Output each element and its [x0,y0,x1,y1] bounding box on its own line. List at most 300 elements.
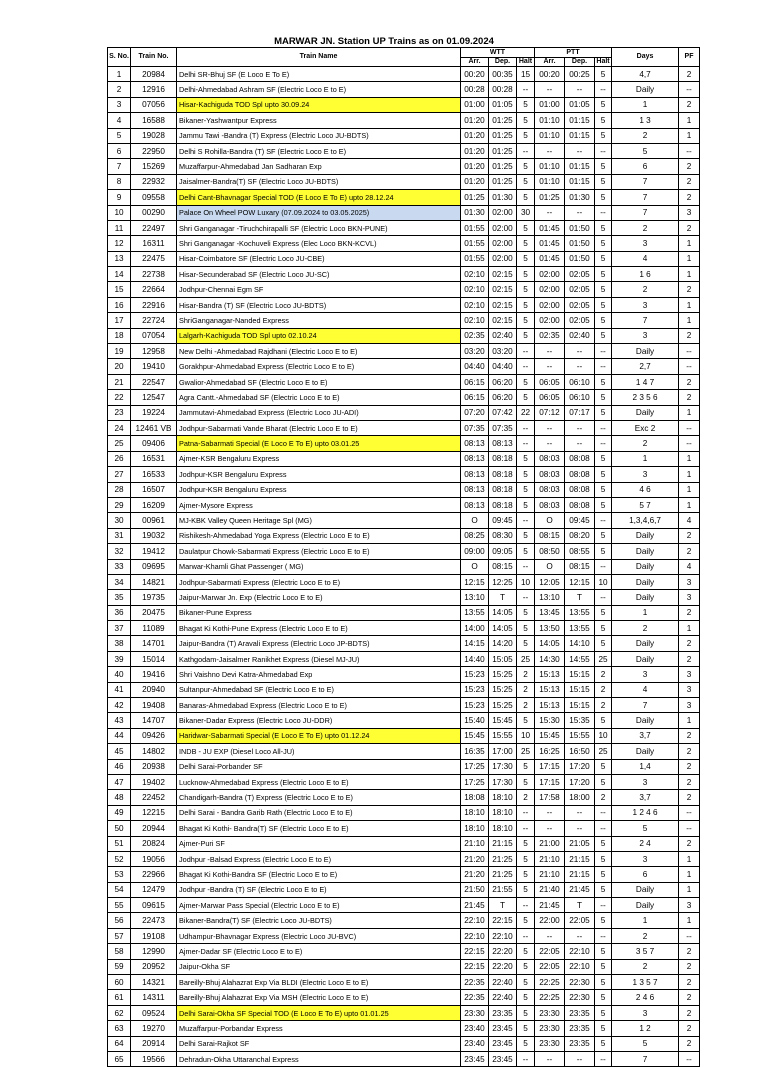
cell-train-no: 09615 [131,898,177,913]
table-row [108,821,700,836]
cell-wtt-dep: 22:15 [489,913,517,928]
table-row [108,836,700,851]
cell-ptt-halt: 2 [595,682,612,697]
cell-train-name: Ajmer-Puri SF [177,836,461,851]
cell-train-name: INDB - JU EXP (Diesel Loco All-JU) [177,744,461,759]
cell-ptt-dep: -- [565,928,595,943]
cell-train-no: 19056 [131,851,177,866]
cell-ptt-arr: 08:03 [535,451,565,466]
cell-wtt-arr: 06:15 [461,374,489,389]
cell-pf: 2 [679,605,700,620]
cell-wtt-dep: 18:10 [489,805,517,820]
cell-ptt-halt: 5 [595,959,612,974]
cell-wtt-dep: 02:15 [489,267,517,282]
cell-wtt-dep: 15:25 [489,698,517,713]
cell-pf: 3 [679,682,700,697]
cell-sno: 1 [108,67,131,82]
cell-wtt-halt: 30 [517,205,535,220]
cell-train-name: Lucknow-Ahmedabad Express (Electric Loco E to E) [177,774,461,789]
cell-ptt-arr: 01:45 [535,220,565,235]
cell-train-name: New Delhi -Ahmedabad Rajdhani (Electric Loco E to E) [177,344,461,359]
cell-train-no: 20475 [131,605,177,620]
cell-wtt-dep: 01:25 [489,143,517,158]
cell-ptt-halt: 5 [595,774,612,789]
cell-ptt-arr: 01:45 [535,251,565,266]
cell-sno: 22 [108,390,131,405]
cell-wtt-arr: 02:35 [461,328,489,343]
cell-train-no: 22473 [131,913,177,928]
table-row [108,67,700,82]
cell-wtt-halt: 25 [517,744,535,759]
cell-ptt-arr: 13:10 [535,590,565,605]
cell-pf: 1 [679,128,700,143]
cell-sno: 59 [108,959,131,974]
cell-wtt-dep: 08:18 [489,482,517,497]
cell-sno: 55 [108,898,131,913]
cell-wtt-arr: 01:00 [461,97,489,112]
cell-sno: 50 [108,821,131,836]
cell-train-no: 07056 [131,97,177,112]
cell-sno: 53 [108,867,131,882]
cell-ptt-dep: 18:00 [565,790,595,805]
cell-sno: 47 [108,774,131,789]
cell-wtt-arr: 07:20 [461,405,489,420]
cell-ptt-arr: 01:25 [535,190,565,205]
cell-train-no: 22497 [131,220,177,235]
train-timetable [107,47,700,1067]
cell-train-name: Jammutavi-Ahmedabad Express (Electric Loco JU-ADI) [177,405,461,420]
cell-days: 1 3 5 7 [612,975,679,990]
cell-sno: 38 [108,636,131,651]
cell-ptt-halt: 5 [595,990,612,1005]
cell-pf: 2 [679,636,700,651]
cell-wtt-dep: 23:45 [489,1036,517,1051]
cell-pf: 2 [679,390,700,405]
cell-train-no: 09695 [131,559,177,574]
timetable-body [108,67,700,1067]
cell-pf: 1 [679,405,700,420]
cell-days: Daily [612,82,679,97]
cell-wtt-arr: 18:08 [461,790,489,805]
cell-train-name: Lalgarh-Kachiguda TOD Spl upto 02.10.24 [177,328,461,343]
cell-train-name: Jodhpur -Bandra (T) SF (Electric Loco E to E) [177,882,461,897]
cell-wtt-dep: 22:20 [489,959,517,974]
cell-train-no: 20824 [131,836,177,851]
cell-wtt-dep: 15:45 [489,713,517,728]
table-row [108,174,700,189]
cell-ptt-arr: -- [535,420,565,435]
cell-wtt-arr: 01:55 [461,236,489,251]
cell-sno: 28 [108,482,131,497]
cell-pf: 1 [679,913,700,928]
cell-wtt-dep: 01:25 [489,159,517,174]
cell-wtt-arr: 02:10 [461,313,489,328]
cell-pf: 2 [679,1036,700,1051]
cell-ptt-arr: 14:30 [535,651,565,666]
cell-days: Daily [612,344,679,359]
cell-pf: -- [679,359,700,374]
cell-sno: 5 [108,128,131,143]
cell-ptt-arr: 02:00 [535,313,565,328]
cell-train-name: Shri Ganganagar -Tiruchchirapalli SF (Electric Loco BKN-PUNE) [177,220,461,235]
cell-wtt-arr: O [461,513,489,528]
cell-sno: 58 [108,944,131,959]
cell-sno: 4 [108,113,131,128]
cell-ptt-halt: -- [595,1052,612,1067]
table-row [108,713,700,728]
cell-ptt-halt: 5 [595,236,612,251]
cell-wtt-halt: -- [517,436,535,451]
cell-wtt-arr: 22:15 [461,959,489,974]
cell-ptt-halt: 5 [595,605,612,620]
cell-ptt-dep: 01:15 [565,159,595,174]
cell-days: 2 4 6 [612,990,679,1005]
cell-train-name: Shri Vaishno Devi Katra-Ahmedabad Exp [177,667,461,682]
cell-wtt-dep: 08:18 [489,467,517,482]
cell-wtt-dep: 15:55 [489,728,517,743]
cell-pf: -- [679,82,700,97]
cell-wtt-halt: 15 [517,67,535,82]
cell-ptt-dep: 09:45 [565,513,595,528]
cell-wtt-arr: 08:13 [461,436,489,451]
cell-days: 5 7 [612,497,679,512]
cell-ptt-halt: 5 [595,636,612,651]
cell-ptt-arr: -- [535,143,565,158]
cell-sno: 20 [108,359,131,374]
header-pf: PF [679,48,700,67]
table-row [108,605,700,620]
cell-sno: 44 [108,728,131,743]
cell-train-no: 14311 [131,990,177,1005]
cell-ptt-halt: 5 [595,759,612,774]
cell-train-name: Marwar-Khamli Ghat Passenger ( MG) [177,559,461,574]
cell-train-no: 12916 [131,82,177,97]
cell-sno: 61 [108,990,131,1005]
cell-pf: 2 [679,159,700,174]
table-row [108,959,700,974]
cell-wtt-dep: 14:20 [489,636,517,651]
cell-days: 4 6 [612,482,679,497]
cell-wtt-dep: 00:28 [489,82,517,97]
cell-wtt-halt: 5 [517,467,535,482]
cell-ptt-dep: 22:30 [565,990,595,1005]
table-row [108,297,700,312]
cell-days: 1 [612,605,679,620]
cell-sno: 27 [108,467,131,482]
cell-sno: 14 [108,267,131,282]
cell-train-name: Shri Ganganagar -Kochuveli Express (Elec Loco BKN-KCVL) [177,236,461,251]
cell-wtt-dep: 04:40 [489,359,517,374]
cell-train-no: 20984 [131,67,177,82]
cell-wtt-arr: 15:23 [461,667,489,682]
table-row [108,559,700,574]
cell-train-no: 16588 [131,113,177,128]
cell-train-name: Agra Cantt.-Ahmedabad SF (Electric Loco E to E) [177,390,461,405]
cell-wtt-dep: 12:25 [489,574,517,589]
cell-ptt-halt: -- [595,205,612,220]
cell-days: 4,7 [612,67,679,82]
cell-sno: 8 [108,174,131,189]
cell-wtt-halt: 5 [517,451,535,466]
cell-ptt-halt: 5 [595,113,612,128]
cell-ptt-arr: 07:12 [535,405,565,420]
cell-sno: 35 [108,590,131,605]
cell-ptt-dep: 23:35 [565,1036,595,1051]
cell-wtt-dep: 07:35 [489,420,517,435]
table-row [108,205,700,220]
cell-ptt-halt: -- [595,344,612,359]
cell-wtt-halt: 5 [517,113,535,128]
cell-train-no: 19270 [131,1021,177,1036]
cell-ptt-halt: 5 [595,882,612,897]
cell-train-name: Patna-Sabarmati Special (E Loco E To E) upto 03.01.25 [177,436,461,451]
cell-train-no: 22724 [131,313,177,328]
cell-ptt-halt: 5 [595,944,612,959]
cell-train-no: 22932 [131,174,177,189]
header-ptt-halt: Halt [596,58,610,65]
cell-sno: 30 [108,513,131,528]
cell-pf: 2 [679,220,700,235]
cell-wtt-arr: 18:10 [461,805,489,820]
cell-ptt-dep: -- [565,344,595,359]
cell-ptt-arr: 23:30 [535,1021,565,1036]
cell-wtt-halt: 5 [517,390,535,405]
cell-train-name: Delhi S Rohilla-Bandra (T) SF (Electric Loco E to E) [177,143,461,158]
cell-wtt-halt: 5 [517,482,535,497]
cell-days: 1,3,4,6,7 [612,513,679,528]
cell-train-name: Hisar-Secunderabad SF (Electric Loco JU-SC) [177,267,461,282]
cell-train-name: Bhagat Ki Kothi- Bandra(T) SF (Electric Loco E to E) [177,821,461,836]
cell-sno: 11 [108,220,131,235]
cell-ptt-halt: 5 [595,159,612,174]
cell-ptt-arr: -- [535,359,565,374]
cell-ptt-halt: -- [595,143,612,158]
cell-train-name: Delhi Cant-Bhavnagar Special TOD (E Loco E To E) upto 28.12.24 [177,190,461,205]
cell-wtt-halt: 5 [517,959,535,974]
cell-ptt-arr: 17:15 [535,774,565,789]
cell-pf: 2 [679,651,700,666]
cell-wtt-dep: 02:00 [489,220,517,235]
cell-ptt-dep: -- [565,143,595,158]
cell-wtt-arr: 02:10 [461,297,489,312]
table-row [108,436,700,451]
cell-pf: -- [679,928,700,943]
cell-sno: 15 [108,282,131,297]
cell-sno: 49 [108,805,131,820]
cell-ptt-dep: 02:05 [565,267,595,282]
cell-wtt-arr: 04:40 [461,359,489,374]
cell-wtt-arr: 22:35 [461,990,489,1005]
cell-train-name: Udhampur-Bhavnagar Express (Electric Loco JU-BVC) [177,928,461,943]
table-row [108,528,700,543]
cell-days: 3 [612,297,679,312]
cell-days: Daily [612,559,679,574]
cell-train-name: Ajmer-Mysore Express [177,497,461,512]
cell-wtt-halt: 5 [517,190,535,205]
cell-ptt-dep: 08:20 [565,528,595,543]
cell-wtt-arr: 13:55 [461,605,489,620]
cell-days: 3 [612,236,679,251]
cell-pf: 2 [679,774,700,789]
cell-ptt-arr: -- [535,205,565,220]
table-row [108,636,700,651]
cell-ptt-dep: -- [565,420,595,435]
cell-wtt-halt: 5 [517,621,535,636]
cell-wtt-halt: 5 [517,313,535,328]
cell-ptt-dep: 01:50 [565,236,595,251]
cell-ptt-dep: 15:15 [565,667,595,682]
cell-wtt-halt: 5 [517,282,535,297]
cell-ptt-dep: 21:15 [565,867,595,882]
cell-wtt-dep: 22:40 [489,990,517,1005]
cell-days: 2 [612,621,679,636]
cell-ptt-halt: 5 [595,975,612,990]
cell-wtt-dep: 02:15 [489,297,517,312]
table-row [108,805,700,820]
cell-train-name: Banaras-Ahmedabad Express (Electric Loco E to E) [177,698,461,713]
table-row [108,374,700,389]
cell-ptt-dep: 15:55 [565,728,595,743]
cell-wtt-arr: 01:55 [461,251,489,266]
cell-ptt-arr: 15:13 [535,667,565,682]
cell-ptt-dep: 02:40 [565,328,595,343]
cell-days: 6 [612,159,679,174]
cell-days: 3 [612,667,679,682]
cell-ptt-dep: 06:10 [565,374,595,389]
cell-wtt-arr: 02:10 [461,282,489,297]
cell-ptt-halt: 5 [595,1036,612,1051]
cell-days: Daily [612,574,679,589]
cell-train-name: Jodhpur-KSR Bengaluru Express [177,482,461,497]
cell-wtt-arr: 23:30 [461,1005,489,1020]
cell-train-no: 22916 [131,297,177,312]
table-row [108,82,700,97]
cell-wtt-dep: 23:45 [489,1021,517,1036]
cell-pf: 1 [679,113,700,128]
cell-ptt-dep: -- [565,1052,595,1067]
cell-wtt-arr: 09:00 [461,544,489,559]
cell-ptt-arr: -- [535,436,565,451]
cell-ptt-halt: 5 [595,328,612,343]
cell-sno: 31 [108,528,131,543]
cell-ptt-halt: -- [595,359,612,374]
cell-ptt-arr: 21:45 [535,898,565,913]
cell-pf: 2 [679,374,700,389]
cell-wtt-dep: 09:45 [489,513,517,528]
cell-ptt-arr: 00:20 [535,67,565,82]
cell-ptt-arr: 13:50 [535,621,565,636]
cell-days: 4 [612,251,679,266]
cell-sno: 33 [108,559,131,574]
cell-train-no: 20944 [131,821,177,836]
cell-train-no: 12461 VB [131,420,177,435]
cell-ptt-dep: 22:10 [565,959,595,974]
cell-days: 7 [612,313,679,328]
cell-sno: 13 [108,251,131,266]
cell-train-name: Ajmer-Dadar SF (Electric Loco E to E) [177,944,461,959]
table-row [108,467,700,482]
cell-ptt-arr: -- [535,1052,565,1067]
cell-wtt-arr: 01:25 [461,190,489,205]
cell-pf: -- [679,1052,700,1067]
cell-days: 7 [612,190,679,205]
cell-wtt-dep: T [489,590,517,605]
cell-ptt-arr: 22:05 [535,959,565,974]
cell-train-name: Bhagat Ki Kothi-Bandra SF (Electric Loco E to E) [177,867,461,882]
cell-days: 1 2 [612,1021,679,1036]
cell-wtt-dep: 17:00 [489,744,517,759]
header-wtt-halt: Halt [517,57,535,67]
cell-wtt-halt: 5 [517,251,535,266]
cell-ptt-halt: 5 [595,190,612,205]
cell-wtt-arr: 01:20 [461,128,489,143]
cell-days: Daily [612,713,679,728]
cell-days: Daily [612,636,679,651]
cell-ptt-arr: 06:05 [535,374,565,389]
cell-train-name: Jodhpur-KSR Bengaluru Express [177,467,461,482]
cell-wtt-halt: 5 [517,913,535,928]
cell-pf: 2 [679,759,700,774]
cell-train-no: 15269 [131,159,177,174]
cell-ptt-arr: 02:35 [535,328,565,343]
cell-days: 1 4 7 [612,374,679,389]
cell-wtt-halt: 2 [517,682,535,697]
cell-ptt-dep: 01:15 [565,174,595,189]
cell-ptt-arr: 13:45 [535,605,565,620]
cell-ptt-dep: 14:10 [565,636,595,651]
cell-sno: 17 [108,313,131,328]
cell-train-name: Delhi Sarai-Porbander SF [177,759,461,774]
cell-ptt-dep: 22:05 [565,913,595,928]
cell-wtt-dep: 22:20 [489,944,517,959]
header-days: Days [612,48,679,67]
cell-wtt-arr: 15:45 [461,728,489,743]
cell-train-name: Muzaffarpur-Porbandar Express [177,1021,461,1036]
cell-wtt-dep: T [489,898,517,913]
header-wtt-arr: Arr. [461,57,489,67]
table-row [108,1005,700,1020]
cell-wtt-halt: 5 [517,328,535,343]
cell-wtt-halt: -- [517,590,535,605]
cell-wtt-arr: 02:10 [461,267,489,282]
cell-train-no: 22966 [131,867,177,882]
cell-ptt-arr: 21:40 [535,882,565,897]
cell-train-no: 22452 [131,790,177,805]
cell-ptt-arr: 08:15 [535,528,565,543]
cell-ptt-dep: 21:05 [565,836,595,851]
cell-ptt-arr: 01:00 [535,97,565,112]
cell-train-no: 12547 [131,390,177,405]
cell-ptt-halt: -- [595,513,612,528]
table-row [108,867,700,882]
cell-sno: 45 [108,744,131,759]
cell-pf: 1 [679,297,700,312]
cell-ptt-halt: 5 [595,267,612,282]
cell-days: Daily [612,528,679,543]
cell-ptt-halt: 2 [595,667,612,682]
cell-pf: 2 [679,990,700,1005]
cell-sno: 48 [108,790,131,805]
table-row [108,190,700,205]
cell-train-name: Dehradun-Okha Uttaranchal Express [177,1052,461,1067]
cell-ptt-arr: 01:10 [535,174,565,189]
cell-wtt-halt: 5 [517,374,535,389]
cell-wtt-dep: 22:40 [489,975,517,990]
header-train-name: Train Name [177,48,461,67]
cell-train-no: 12215 [131,805,177,820]
cell-train-name: ShriGanganagar-Nanded Express [177,313,461,328]
cell-train-name: Muzaffarpur-Ahmedabad Jan Sadharan Exp [177,159,461,174]
